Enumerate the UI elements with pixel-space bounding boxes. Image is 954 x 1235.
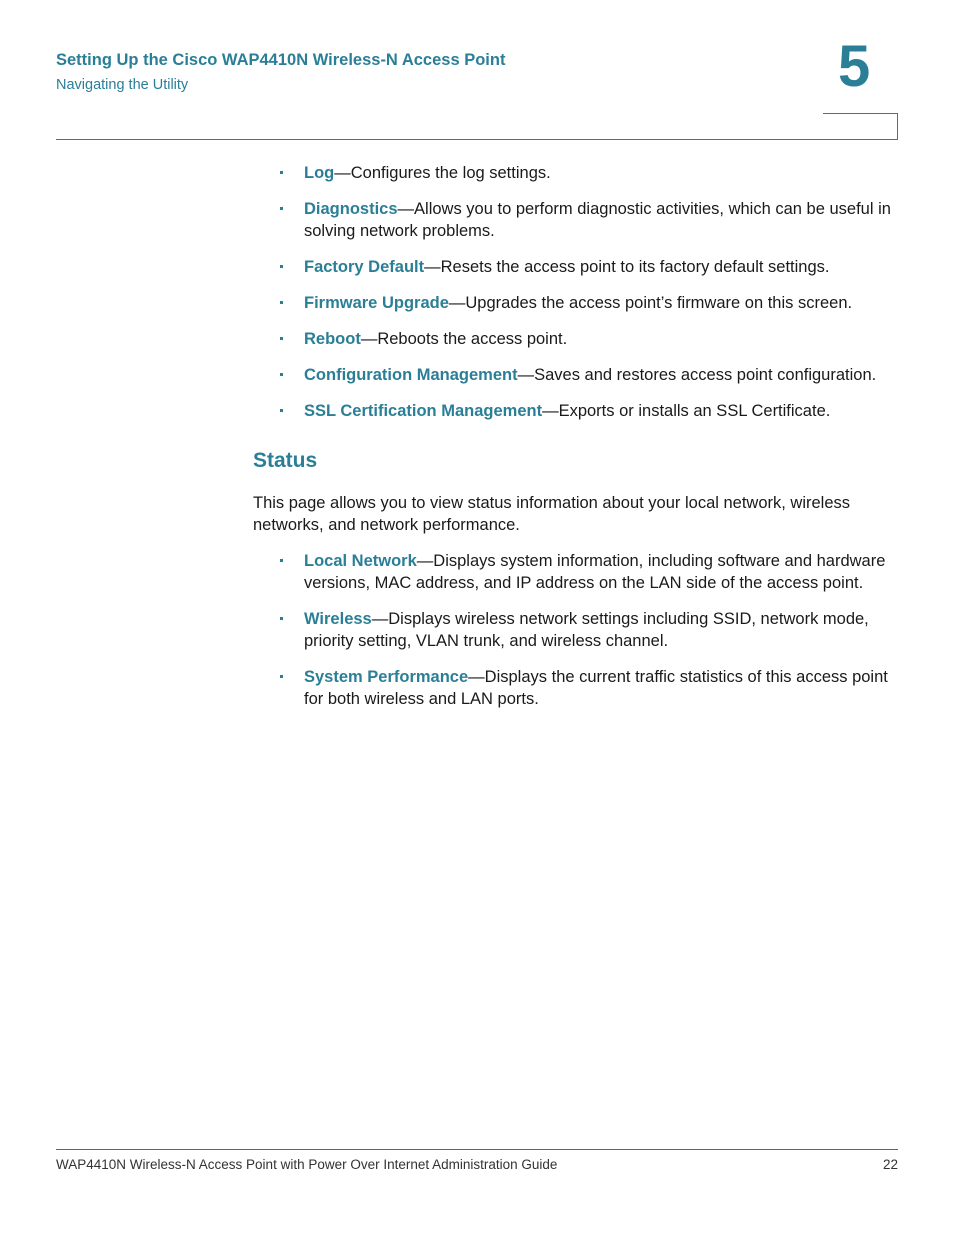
bullet-icon — [280, 265, 283, 268]
item-description: —Exports or installs an SSL Certificate. — [542, 402, 831, 420]
item-description: —Upgrades the access point’s firmware on this screen. — [448, 294, 853, 312]
list-item-system-performance — [253, 666, 901, 710]
list-item-ssl-certification-management — [253, 400, 901, 422]
item-term: System Performance — [304, 668, 469, 686]
bullet-icon — [280, 171, 283, 174]
item-description: —Reboots the access point. — [360, 330, 568, 348]
item-description: —Resets the access point to its factory default settings. — [424, 258, 830, 276]
header-divider — [56, 139, 898, 140]
item-term: Firmware Upgrade — [304, 294, 449, 312]
list-item-diagnostics — [253, 198, 901, 242]
list-item-reboot — [253, 328, 901, 350]
item-description: —Configures the log settings. — [334, 164, 551, 182]
item-term: Factory Default — [304, 258, 425, 276]
item-description: —Saves and restores access point configuration. — [517, 366, 877, 384]
list-item-configuration-management — [253, 364, 901, 386]
header-subtitle: Navigating the Utility — [56, 77, 189, 93]
navigation-items-list — [253, 162, 901, 422]
footer-divider — [56, 1149, 898, 1150]
bullet-icon — [280, 675, 283, 678]
page-number: 22 — [882, 1157, 898, 1172]
item-description: —Allows you to perform diagnostic activities, which can be useful in solving network problems. — [304, 200, 891, 240]
item-term: Wireless — [304, 610, 372, 628]
item-term: Log — [304, 164, 335, 182]
list-item-wireless — [253, 608, 901, 652]
bullet-icon — [280, 559, 283, 562]
item-term: Local Network — [304, 552, 417, 570]
footer-guide-title: WAP4410N Wireless-N Access Point with Power Over Internet Administration Guide — [56, 1157, 558, 1172]
item-description: —Displays wireless network settings including SSID, network mode, priority setting, VLAN trunk, and wireless channel. — [304, 610, 869, 650]
chapter-tab-box — [823, 113, 898, 139]
item-term: Configuration Management — [304, 366, 518, 384]
status-paragraph: This page allows you to view status information about your local network, wireless networks, and network performance. — [253, 494, 851, 534]
item-description: —Displays the current traffic statistics of this access point for both wireless and LAN ports. — [304, 668, 888, 708]
page-content — [253, 162, 901, 724]
bullet-icon — [280, 337, 283, 340]
header-title: Setting Up the Cisco WAP4410N Wireless-N Access Point — [56, 51, 506, 69]
status-items-list — [253, 550, 901, 710]
list-item-log — [253, 162, 901, 184]
bullet-icon — [280, 301, 283, 304]
item-term: Reboot — [304, 330, 361, 348]
bullet-icon — [280, 617, 283, 620]
list-item-local-network — [253, 550, 901, 594]
bullet-icon — [280, 409, 283, 412]
item-description: —Displays system information, including software and hardware versions, MAC address, and IP address on the LAN side of the access point. — [304, 552, 886, 592]
bullet-icon — [280, 207, 283, 210]
list-item-firmware-upgrade — [253, 292, 901, 314]
chapter-number: 5 — [838, 34, 871, 99]
item-term: Diagnostics — [304, 200, 398, 218]
section-heading-status: Status — [253, 449, 318, 472]
bullet-icon — [280, 373, 283, 376]
list-item-factory-default — [253, 256, 901, 278]
item-term: SSL Certification Management — [304, 402, 543, 420]
